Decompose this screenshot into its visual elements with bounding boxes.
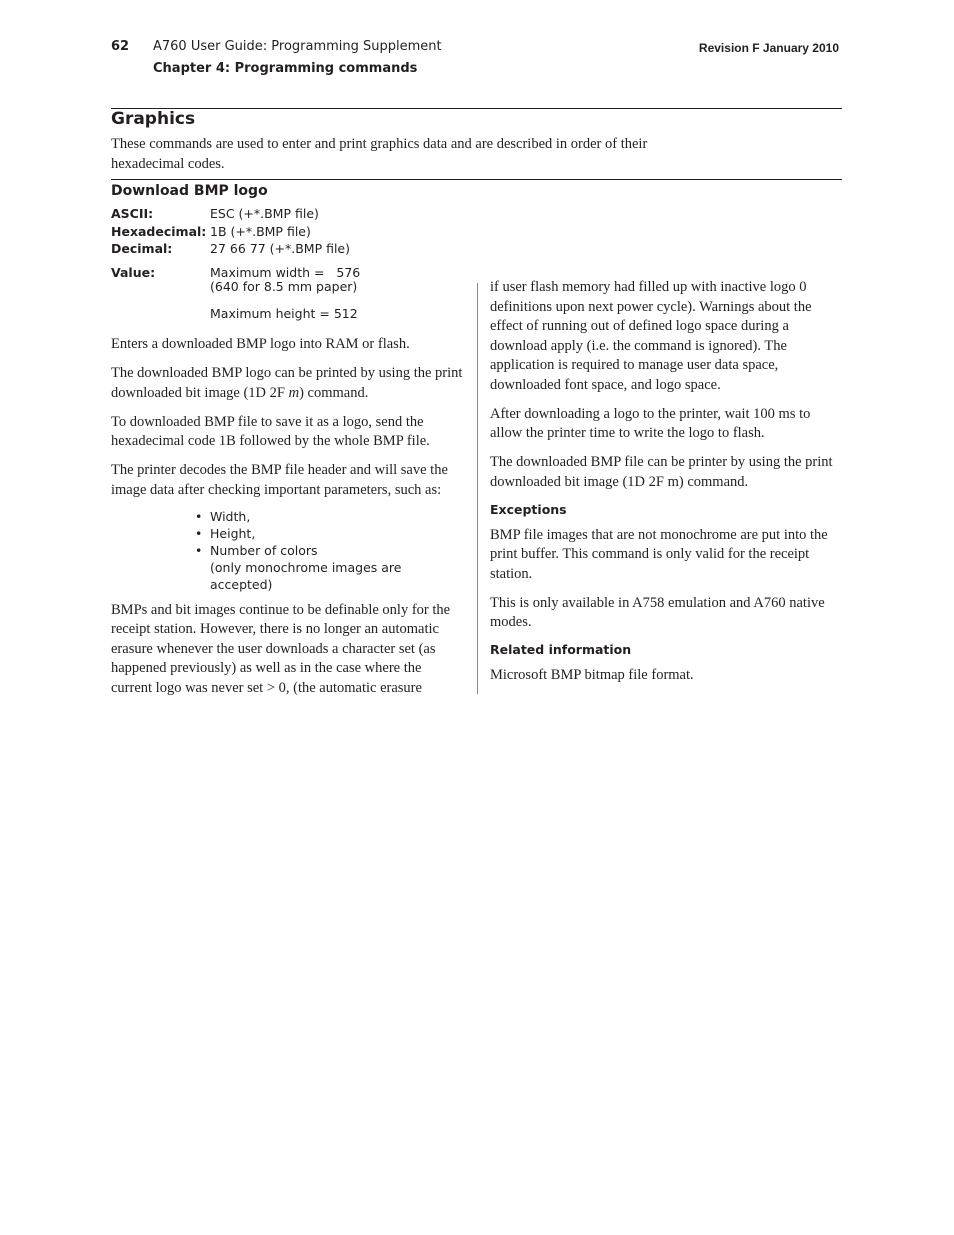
paragraph: BMPs and bit images continue to be definable only for the receipt station. However, there is no longer an automatic erasure whenever the user downloads a character set (as happened previously) as well as in the case where the current logo was never set > 0, (the automatic erasure [111, 601, 451, 696]
code-label: Hexadecimal: [111, 223, 207, 239]
document-title: A760 User Guide: Programming Supplement [153, 39, 442, 54]
related-information-heading: Related information [490, 642, 632, 657]
chapter-title: Chapter 4: Programming commands [153, 61, 418, 76]
paragraph: This is only available in A758 emulation and A760 native modes. [490, 594, 825, 630]
code-row-hexadecimal [111, 223, 350, 241]
list-item-text: Height, [210, 525, 256, 541]
code-value: 1B (+*.BMP file) [210, 223, 311, 239]
command-heading: Download BMP logo [111, 183, 268, 199]
exceptions-heading: Exceptions [490, 501, 567, 517]
code-row-ascii [111, 205, 350, 223]
right-column [490, 278, 842, 695]
value-line: (640 for 8.5 mm paper) [210, 278, 358, 294]
code-value: ESC (+*.BMP file) [210, 206, 319, 221]
value-line: Maximum height = 512 [210, 305, 358, 321]
code-row-decimal [111, 240, 350, 258]
list-item [195, 508, 463, 525]
paragraph: if user flash memory had filled up with inactive logo 0 definitions upon next power cycle). Warnings about the effect of running out of defined logo space during a download apply (i.e. the command is ignored). The application is required to manage user data space, downloaded font space, and logo space. [490, 279, 812, 393]
paragraph: The downloaded BMP file can be printer by using the print downloaded bit image (1D 2F m) command. [490, 454, 833, 490]
page-number: 62 [111, 39, 130, 54]
list-item-text: Number of colors [210, 542, 318, 558]
value-label: Value: [111, 265, 156, 280]
paragraph: BMP file images that are not monochrome are put into the print buffer. This command is only valid for the receipt station. [490, 526, 828, 582]
section-heading: Graphics [111, 109, 196, 129]
list-item-note: (only monochrome images are accepted) [210, 559, 402, 592]
value-row [111, 266, 360, 320]
list-item [195, 525, 463, 542]
list-item [195, 542, 463, 593]
code-label: ASCII: [111, 206, 154, 221]
value-text [210, 266, 360, 320]
paragraph: Microsoft BMP bitmap file format. [490, 667, 694, 683]
code-value: 27 66 77 (+*.BMP file) [210, 241, 350, 256]
value-line: Maximum width = 576 [210, 265, 361, 280]
paragraph [111, 364, 463, 403]
section-intro: These commands are used to enter and print graphics data and are described in order of their hexadecimal codes. [111, 136, 648, 172]
bullet-icon: • [195, 508, 203, 524]
left-column [111, 335, 463, 708]
code-label: Decimal: [111, 241, 173, 256]
revision-label: Revision F January 2010 [698, 41, 839, 55]
text: The downloaded BMP logo can be printed by using the print downloaded bit image (1D 2F [111, 365, 463, 401]
paragraph: After downloading a logo to the printer, wait 100 ms to allow the printer time to write the logo to flash. [490, 405, 811, 441]
section-rule-bottom [111, 179, 842, 180]
parameter-list [111, 508, 463, 593]
command-codes [111, 205, 350, 258]
text: ) command. [299, 384, 369, 401]
paragraph: Enters a downloaded BMP logo into RAM or flash. [111, 336, 410, 352]
column-divider [477, 283, 478, 694]
bullet-icon: • [195, 542, 203, 558]
list-item-text: Width, [210, 508, 251, 524]
italic-text: m [288, 384, 300, 401]
section-rule-top [111, 108, 842, 109]
paragraph: To downloaded BMP file to save it as a logo, send the hexadecimal code 1B followed by the whole BMP file. [111, 413, 430, 449]
value-line [210, 293, 360, 307]
bullet-icon: • [195, 525, 203, 541]
paragraph: The printer decodes the BMP file header and will save the image data after checking important parameters, such as: [111, 462, 448, 498]
